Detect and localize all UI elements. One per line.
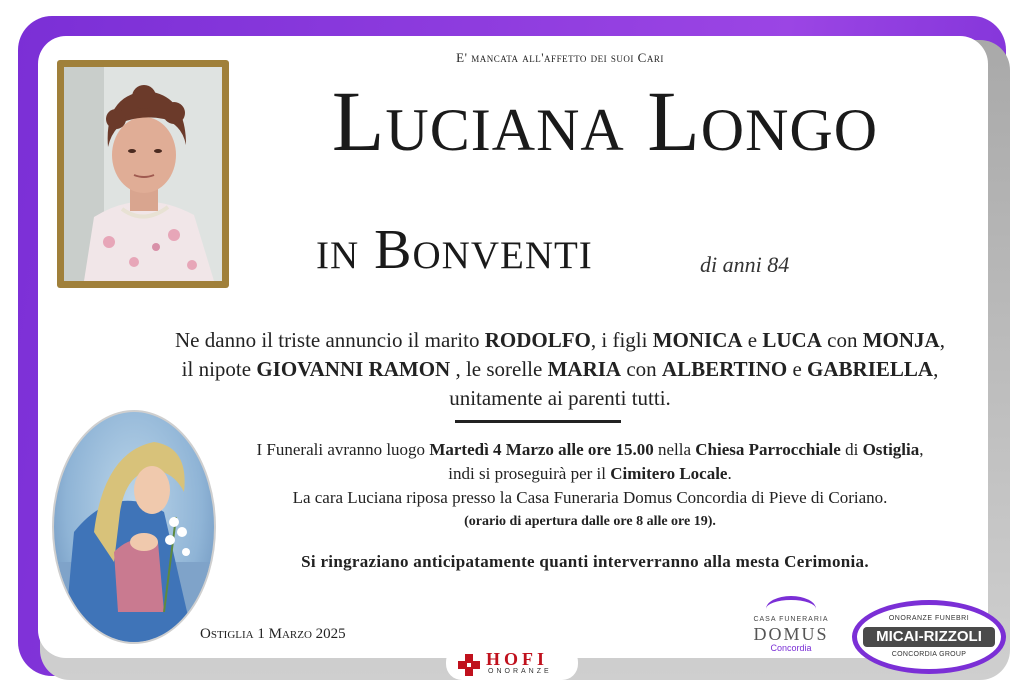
place-date: Ostiglia 1 Marzo 2025 <box>200 626 346 642</box>
town-name: Ostiglia <box>862 440 920 459</box>
text: indi si proseguirà per il <box>448 464 611 483</box>
married-name: in Bonventi <box>316 219 593 281</box>
domus-name: DOMUS <box>753 624 829 644</box>
text: e <box>787 357 808 381</box>
portrait-illustration <box>64 67 222 281</box>
text: , <box>939 328 945 352</box>
child-name: LUCA <box>762 328 822 352</box>
text: il nipote <box>181 357 257 381</box>
funeral-line-1 <box>210 438 970 462</box>
deceased-name: Luciana Longo <box>331 73 879 169</box>
funeral-line-2 <box>210 462 970 486</box>
domus-sub-text: Concordia <box>770 643 812 653</box>
funeral-datetime: Martedì 4 Marzo alle ore 15.00 <box>429 440 654 459</box>
child-name: MONICA <box>652 328 743 352</box>
micai-rizzoli-logo <box>852 600 1006 674</box>
grandchild-name: GIOVANNI RAMON <box>256 357 451 381</box>
text: Ne danno il triste annuncio il marito <box>175 328 485 352</box>
age-text: di anni 84 <box>700 252 790 277</box>
hofi-name: HOFI <box>486 649 549 669</box>
kicker-text: E' mancata all'affetto dei suoi Cari <box>456 50 664 65</box>
church-name: Chiesa Parrocchiale <box>695 440 841 459</box>
text: con <box>621 357 662 381</box>
announcement-block <box>120 326 1000 413</box>
relative-name: ALBERTINO <box>661 357 788 381</box>
opening-hours: (orario di apertura dalle ore 8 alle ore 19). <box>464 514 716 529</box>
funeral-line-3: La cara Luciana riposa presso la Casa Funeraria Domus Concordia di Pieve di Coriano. <box>292 488 888 507</box>
sister-name: GABRIELLA <box>807 357 934 381</box>
husband-name: RODOLFO <box>484 328 591 352</box>
text: , <box>919 440 924 459</box>
madonna-image <box>52 410 216 644</box>
domus-top-text: CASA FUNERARIA <box>753 616 829 623</box>
divider-rule <box>455 420 621 423</box>
portrait-photo <box>64 67 222 281</box>
hofi-sub-text: ONORANZE <box>488 668 552 675</box>
text: . <box>727 464 732 483</box>
thanks-text: Si ringraziano anticipatamente quanti interverranno alla mesta Cerimonia. <box>301 552 869 571</box>
domus-logo <box>748 596 834 656</box>
text: di <box>840 440 863 459</box>
text: I Funerali avranno luogo <box>256 440 430 459</box>
funeral-info <box>210 438 970 534</box>
portrait-frame <box>57 60 229 288</box>
madonna-illustration <box>54 412 214 642</box>
announcement-line-1 <box>120 326 1000 355</box>
text: , <box>933 357 939 381</box>
text: e <box>742 328 763 352</box>
announcement-line-3: unitamente ai parenti tutti. <box>449 386 671 410</box>
text: nella <box>653 440 696 459</box>
micai-name: MICAI-RIZZOLI <box>863 627 995 647</box>
hofi-logo <box>446 646 578 680</box>
text: , le sorelle <box>450 357 548 381</box>
cemetery-name: Cimitero Locale <box>610 464 728 483</box>
relative-name: MONJA <box>862 328 940 352</box>
hofi-cross-icon <box>458 654 480 676</box>
sister-name: MARIA <box>547 357 622 381</box>
text: , i figli <box>590 328 653 352</box>
text: con <box>821 328 863 352</box>
micai-top-text: ONORANZE FUNEBRI <box>888 615 970 622</box>
micai-bottom-text: CONCORDIA GROUP <box>891 651 967 658</box>
announcement-line-2 <box>120 355 1000 384</box>
